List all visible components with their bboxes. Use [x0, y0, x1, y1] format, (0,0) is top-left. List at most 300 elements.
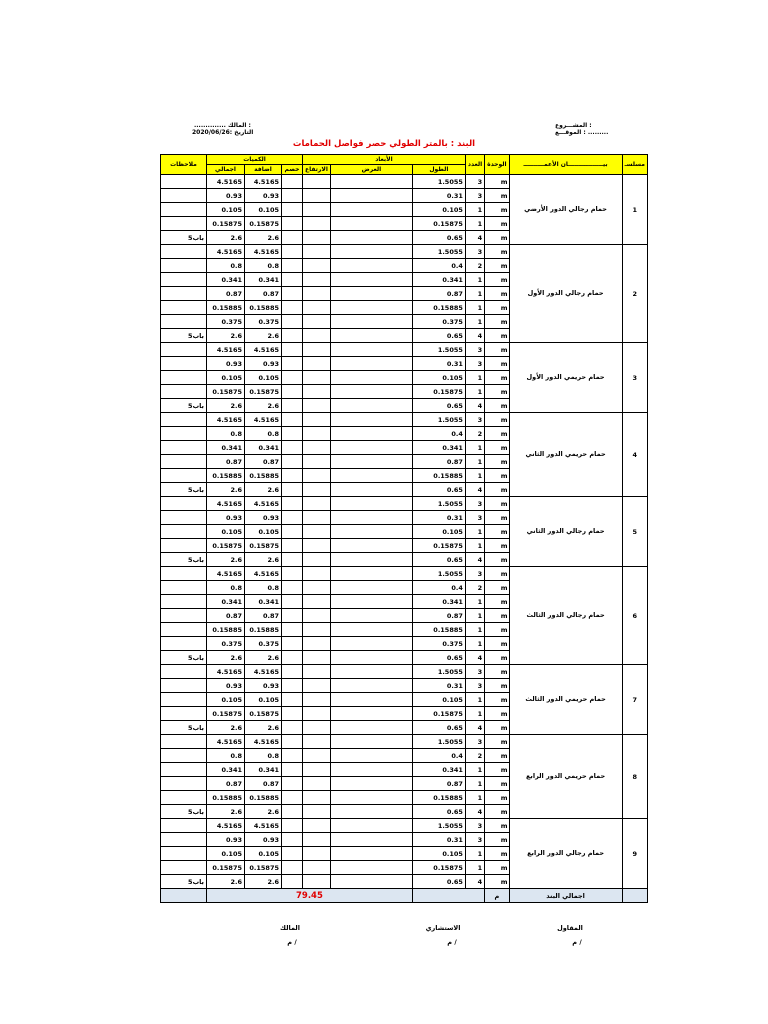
cell-deduction — [282, 231, 303, 245]
cell-length: 0.4 — [412, 581, 465, 595]
site-label: ......... : الموقـــع — [555, 129, 609, 136]
cell-addition: 0.15875 — [245, 385, 282, 399]
cell-addition: 0.93 — [245, 189, 282, 203]
cell-height — [303, 833, 331, 847]
cell-total: 0.8 — [207, 581, 245, 595]
cell-unit: m — [485, 665, 509, 679]
cell-total: 0.93 — [207, 357, 245, 371]
cell-deduction — [282, 791, 303, 805]
cell-addition: 4.5165 — [245, 413, 282, 427]
cell-note — [161, 749, 207, 763]
cell-total: 0.15885 — [207, 301, 245, 315]
cell-length: 1.5055 — [412, 245, 465, 259]
cell-height — [303, 735, 331, 749]
cell-unit: m — [485, 245, 509, 259]
cell-unit: m — [485, 399, 509, 413]
cell-width — [330, 175, 412, 189]
cell-height — [303, 609, 331, 623]
cell-addition: 0.15875 — [245, 539, 282, 553]
cell-total: 0.105 — [207, 371, 245, 385]
cell-height — [303, 329, 331, 343]
cell-addition: 2.6 — [245, 399, 282, 413]
cell-count: 1 — [465, 287, 484, 301]
cell-deduction — [282, 483, 303, 497]
cell-length: 0.31 — [412, 357, 465, 371]
cell-height — [303, 399, 331, 413]
cell-count: 1 — [465, 791, 484, 805]
cell-length: 1.5055 — [412, 567, 465, 581]
cell-count: 1 — [465, 595, 484, 609]
cell-unit: m — [485, 287, 509, 301]
cell-count: 4 — [465, 805, 484, 819]
cell-note — [161, 693, 207, 707]
cell-total: 0.105 — [207, 525, 245, 539]
cell-deduction — [282, 623, 303, 637]
cell-total: 0.15875 — [207, 861, 245, 875]
cell-addition: 4.5165 — [245, 497, 282, 511]
cell-unit: m — [485, 301, 509, 315]
cell-height — [303, 441, 331, 455]
cell-width — [330, 805, 412, 819]
cell-unit: m — [485, 497, 509, 511]
cell-note — [161, 595, 207, 609]
cell-total: 0.15875 — [207, 539, 245, 553]
cell-height — [303, 861, 331, 875]
cell-unit: m — [485, 763, 509, 777]
cell-deduction — [282, 441, 303, 455]
cell-width — [330, 217, 412, 231]
cell-note — [161, 385, 207, 399]
cell-width — [330, 231, 412, 245]
cell-unit: m — [485, 847, 509, 861]
cell-deduction — [282, 763, 303, 777]
cell-note: باب5 — [161, 483, 207, 497]
cell-count: 1 — [465, 315, 484, 329]
cell-length: 0.65 — [412, 875, 465, 889]
cell-note — [161, 203, 207, 217]
cell-note — [161, 469, 207, 483]
cell-count: 4 — [465, 399, 484, 413]
cell-addition: 0.8 — [245, 749, 282, 763]
cell-description: حمام رجالي الدور الرابع — [509, 819, 622, 889]
table-row — [161, 343, 648, 357]
cell-width — [330, 721, 412, 735]
cell-count: 1 — [465, 203, 484, 217]
cell-unit: m — [485, 749, 509, 763]
cell-deduction — [282, 329, 303, 343]
cell-unit: m — [485, 231, 509, 245]
cell-deduction — [282, 315, 303, 329]
cell-note — [161, 189, 207, 203]
cell-length: 0.15885 — [412, 623, 465, 637]
cell-deduction — [282, 553, 303, 567]
cell-note: باب5 — [161, 231, 207, 245]
cell-width — [330, 343, 412, 357]
cell-addition: 2.6 — [245, 721, 282, 735]
cell-width — [330, 847, 412, 861]
cell-unit: m — [485, 315, 509, 329]
cell-height — [303, 791, 331, 805]
col-height: الارتفاع — [303, 165, 331, 175]
table-row — [161, 245, 648, 259]
cell-width — [330, 203, 412, 217]
cell-total: 0.341 — [207, 595, 245, 609]
cell-width — [330, 287, 412, 301]
cell-count: 4 — [465, 553, 484, 567]
cell-addition: 0.8 — [245, 581, 282, 595]
cell-note — [161, 819, 207, 833]
cell-length: 1.5055 — [412, 343, 465, 357]
cell-total: 2.6 — [207, 231, 245, 245]
cell-note — [161, 623, 207, 637]
cell-note — [161, 707, 207, 721]
cell-note: باب5 — [161, 875, 207, 889]
cell-deduction — [282, 399, 303, 413]
table-body — [161, 155, 648, 903]
col-notes: ملاحظات — [161, 155, 207, 175]
cell-addition: 0.15885 — [245, 623, 282, 637]
cell-width — [330, 469, 412, 483]
cell-unit: m — [485, 861, 509, 875]
cell-length: 0.375 — [412, 637, 465, 651]
cell-deduction — [282, 805, 303, 819]
cell-total: 2.6 — [207, 329, 245, 343]
cell-length: 0.15885 — [412, 301, 465, 315]
cell-count: 1 — [465, 273, 484, 287]
cell-unit: m — [485, 455, 509, 469]
cell-width — [330, 301, 412, 315]
cell-addition: 0.341 — [245, 763, 282, 777]
cell-unit: m — [485, 343, 509, 357]
cell-height — [303, 315, 331, 329]
cell-height — [303, 469, 331, 483]
cell-addition: 0.15875 — [245, 707, 282, 721]
cell-serial: 1 — [622, 175, 647, 245]
cell-deduction — [282, 637, 303, 651]
total-label: اجمالي البند — [509, 889, 622, 903]
cell-width — [330, 455, 412, 469]
cell-deduction — [282, 749, 303, 763]
cell-total: 0.93 — [207, 511, 245, 525]
cell-total: 0.15885 — [207, 791, 245, 805]
cell-deduction — [282, 735, 303, 749]
cell-width — [330, 819, 412, 833]
cell-length: 0.4 — [412, 259, 465, 273]
cell-length: 0.341 — [412, 273, 465, 287]
cell-note — [161, 217, 207, 231]
cell-total: 0.375 — [207, 637, 245, 651]
cell-description: حمام رجالي الدور الثاني — [509, 497, 622, 567]
cell-addition: 2.6 — [245, 651, 282, 665]
cell-note — [161, 833, 207, 847]
cell-length: 0.15875 — [412, 707, 465, 721]
cell-description: حمام حريمي الدور الثالث — [509, 665, 622, 735]
cell-total: 2.6 — [207, 553, 245, 567]
cell-width — [330, 441, 412, 455]
cell-width — [330, 553, 412, 567]
cell-deduction — [282, 525, 303, 539]
cell-width — [330, 567, 412, 581]
header-row-1 — [161, 155, 648, 165]
cell-length: 0.65 — [412, 721, 465, 735]
cell-height — [303, 189, 331, 203]
cell-description: حمام حريمي الدور الرابع — [509, 735, 622, 819]
cell-length: 0.15875 — [412, 385, 465, 399]
cell-total: 0.93 — [207, 189, 245, 203]
cell-height — [303, 385, 331, 399]
cell-deduction — [282, 217, 303, 231]
cell-count: 3 — [465, 567, 484, 581]
cell-width — [330, 735, 412, 749]
cell-length: 0.65 — [412, 483, 465, 497]
cell-deduction — [282, 693, 303, 707]
cell-description: حمام حريمي الدور الأول — [509, 343, 622, 413]
cell-addition: 4.5165 — [245, 343, 282, 357]
cell-serial: 3 — [622, 343, 647, 413]
cell-width — [330, 483, 412, 497]
cell-deduction — [282, 413, 303, 427]
total-blank-2 — [412, 889, 484, 903]
cell-count: 1 — [465, 763, 484, 777]
cell-count: 1 — [465, 623, 484, 637]
cell-count: 2 — [465, 581, 484, 595]
cell-height — [303, 343, 331, 357]
cell-unit: m — [485, 539, 509, 553]
cell-total: 0.105 — [207, 693, 245, 707]
cell-addition: 4.5165 — [245, 245, 282, 259]
cell-count: 1 — [465, 441, 484, 455]
owner-label: : المالك .............. — [194, 122, 251, 129]
cell-width — [330, 651, 412, 665]
cell-deduction — [282, 273, 303, 287]
cell-count: 2 — [465, 749, 484, 763]
cell-addition: 0.93 — [245, 357, 282, 371]
cell-unit: m — [485, 875, 509, 889]
cell-height — [303, 175, 331, 189]
table-row — [161, 175, 648, 189]
cell-unit: m — [485, 693, 509, 707]
cell-height — [303, 245, 331, 259]
cell-count: 1 — [465, 637, 484, 651]
cell-description: حمام رجالي الدور الأرضي — [509, 175, 622, 245]
cell-deduction — [282, 371, 303, 385]
cell-width — [330, 693, 412, 707]
cell-total: 0.341 — [207, 441, 245, 455]
col-description: بيـــــــــــــــــان الأعمــــــــــ — [509, 155, 622, 175]
col-total: اجمالي — [207, 165, 245, 175]
cell-unit: m — [485, 189, 509, 203]
cell-length: 0.105 — [412, 371, 465, 385]
page-title: البند : بالمتر الطولي حصر فواصل الحمامات — [292, 139, 476, 149]
cell-note — [161, 511, 207, 525]
cell-count: 1 — [465, 777, 484, 791]
cell-serial: 2 — [622, 245, 647, 343]
cell-unit: m — [485, 721, 509, 735]
cell-width — [330, 777, 412, 791]
cell-deduction — [282, 777, 303, 791]
cell-length: 1.5055 — [412, 819, 465, 833]
cell-unit: m — [485, 707, 509, 721]
cell-addition: 0.93 — [245, 833, 282, 847]
cell-count: 1 — [465, 847, 484, 861]
cell-unit: m — [485, 679, 509, 693]
cell-addition: 0.15885 — [245, 469, 282, 483]
cell-addition: 4.5165 — [245, 819, 282, 833]
cell-note — [161, 301, 207, 315]
total-blank-3 — [622, 889, 647, 903]
cell-unit: m — [485, 833, 509, 847]
cell-length: 0.15885 — [412, 791, 465, 805]
cell-deduction — [282, 511, 303, 525]
cell-height — [303, 637, 331, 651]
cell-width — [330, 637, 412, 651]
cell-addition: 4.5165 — [245, 665, 282, 679]
cell-count: 3 — [465, 735, 484, 749]
cell-total: 4.5165 — [207, 665, 245, 679]
cell-count: 1 — [465, 539, 484, 553]
cell-width — [330, 399, 412, 413]
cell-count: 1 — [465, 693, 484, 707]
cell-length: 0.105 — [412, 203, 465, 217]
col-addition: اضافة — [245, 165, 282, 175]
cell-height — [303, 483, 331, 497]
col-unit: الوحدة — [485, 155, 509, 175]
cell-addition: 0.15885 — [245, 791, 282, 805]
cell-length: 0.31 — [412, 833, 465, 847]
cell-unit: m — [485, 441, 509, 455]
cell-count: 1 — [465, 861, 484, 875]
cell-addition: 0.105 — [245, 525, 282, 539]
cell-count: 3 — [465, 245, 484, 259]
cell-length: 0.65 — [412, 553, 465, 567]
cell-addition: 0.375 — [245, 315, 282, 329]
cell-length: 0.87 — [412, 777, 465, 791]
cell-count: 1 — [465, 609, 484, 623]
cell-deduction — [282, 343, 303, 357]
cell-width — [330, 595, 412, 609]
cell-count: 3 — [465, 175, 484, 189]
cell-width — [330, 511, 412, 525]
cell-note — [161, 497, 207, 511]
table-row — [161, 567, 648, 581]
cell-count: 3 — [465, 511, 484, 525]
cell-addition: 0.8 — [245, 427, 282, 441]
cell-total: 0.105 — [207, 203, 245, 217]
cell-height — [303, 707, 331, 721]
cell-total: 0.93 — [207, 679, 245, 693]
table-row — [161, 665, 648, 679]
cell-total: 2.6 — [207, 483, 245, 497]
cell-length: 0.375 — [412, 315, 465, 329]
cell-description: حمام حريمي الدور الثاني — [509, 413, 622, 497]
cell-height — [303, 847, 331, 861]
cell-width — [330, 665, 412, 679]
cell-width — [330, 273, 412, 287]
cell-length: 0.4 — [412, 749, 465, 763]
cell-note: باب5 — [161, 553, 207, 567]
cell-note — [161, 175, 207, 189]
cell-height — [303, 819, 331, 833]
cell-note — [161, 315, 207, 329]
cell-width — [330, 245, 412, 259]
cell-deduction — [282, 707, 303, 721]
cell-count: 1 — [465, 301, 484, 315]
cell-unit: m — [485, 175, 509, 189]
cell-addition: 4.5165 — [245, 567, 282, 581]
cell-total: 4.5165 — [207, 735, 245, 749]
cell-unit: m — [485, 581, 509, 595]
cell-addition: 0.87 — [245, 609, 282, 623]
cell-note — [161, 665, 207, 679]
cell-width — [330, 791, 412, 805]
cell-total: 0.87 — [207, 455, 245, 469]
cell-unit: m — [485, 819, 509, 833]
cell-length: 0.341 — [412, 595, 465, 609]
signature-contractor: المقاول — [557, 924, 583, 932]
cell-width — [330, 385, 412, 399]
cell-addition: 2.6 — [245, 483, 282, 497]
cell-height — [303, 875, 331, 889]
cell-count: 3 — [465, 679, 484, 693]
cell-note — [161, 245, 207, 259]
cell-length: 0.65 — [412, 651, 465, 665]
cell-length: 1.5055 — [412, 497, 465, 511]
cell-note — [161, 763, 207, 777]
cell-deduction — [282, 497, 303, 511]
cell-serial: 7 — [622, 665, 647, 735]
cell-length: 0.31 — [412, 189, 465, 203]
cell-height — [303, 595, 331, 609]
cell-note — [161, 287, 207, 301]
cell-note — [161, 777, 207, 791]
cell-unit: m — [485, 329, 509, 343]
cell-length: 0.341 — [412, 441, 465, 455]
cell-total: 4.5165 — [207, 819, 245, 833]
cell-serial: 9 — [622, 819, 647, 889]
cell-unit: m — [485, 777, 509, 791]
cell-count: 1 — [465, 371, 484, 385]
cell-height — [303, 371, 331, 385]
cell-count: 4 — [465, 483, 484, 497]
cell-width — [330, 609, 412, 623]
cell-width — [330, 413, 412, 427]
cell-deduction — [282, 609, 303, 623]
cell-height — [303, 511, 331, 525]
cell-total: 0.8 — [207, 427, 245, 441]
total-blank — [161, 889, 207, 903]
cell-unit: m — [485, 805, 509, 819]
col-count: العدد — [465, 155, 484, 175]
cell-height — [303, 497, 331, 511]
cell-deduction — [282, 539, 303, 553]
cell-length: 0.65 — [412, 231, 465, 245]
cell-height — [303, 357, 331, 371]
cell-width — [330, 833, 412, 847]
cell-unit: m — [485, 413, 509, 427]
cell-width — [330, 497, 412, 511]
cell-serial: 4 — [622, 413, 647, 497]
cell-unit: m — [485, 217, 509, 231]
cell-height — [303, 413, 331, 427]
cell-total: 2.6 — [207, 399, 245, 413]
cell-total: 2.6 — [207, 805, 245, 819]
cell-height — [303, 623, 331, 637]
cell-addition: 0.8 — [245, 259, 282, 273]
engineer-contractor: / م — [572, 938, 582, 946]
cell-deduction — [282, 833, 303, 847]
cell-addition: 0.341 — [245, 273, 282, 287]
cell-length: 0.15885 — [412, 469, 465, 483]
